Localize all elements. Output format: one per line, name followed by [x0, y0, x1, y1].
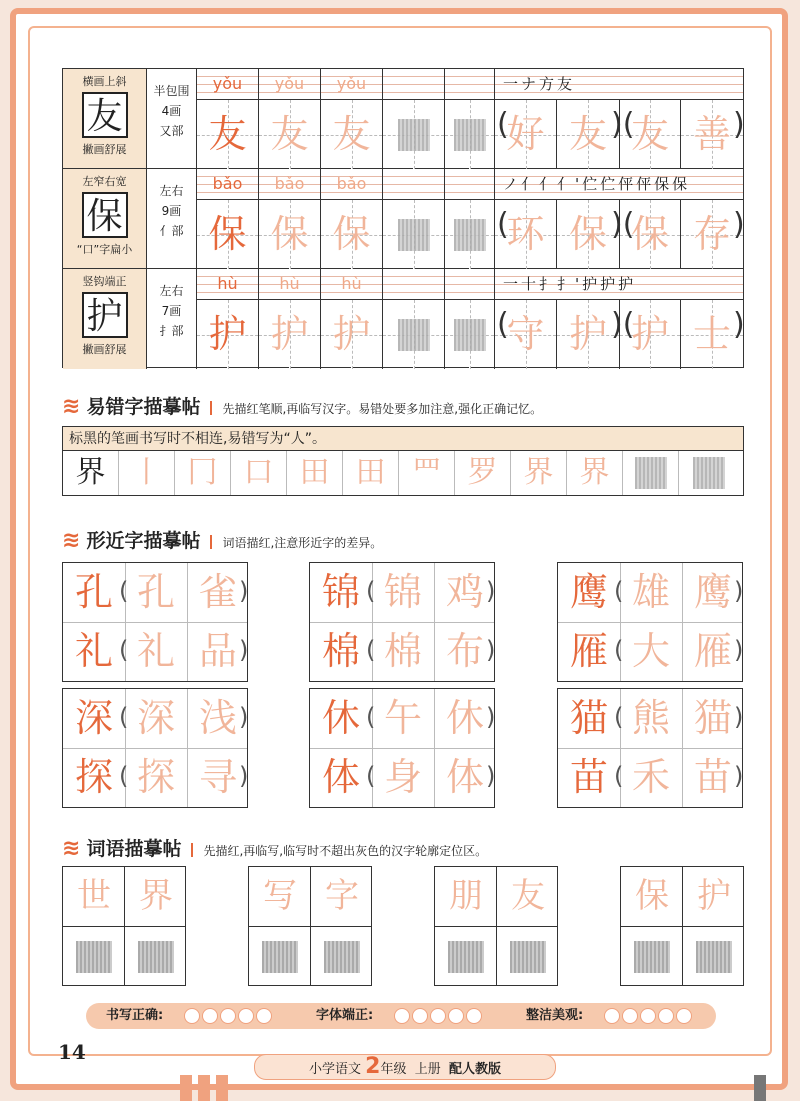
decor-bar [198, 1075, 210, 1101]
trace-char: 体 [445, 755, 484, 799]
similar-char: 雁 [569, 629, 608, 673]
practice-cell[interactable] [383, 299, 445, 369]
practice-cell[interactable] [623, 451, 679, 495]
trace-cell [197, 299, 259, 369]
radical: 亻部 [159, 224, 184, 238]
main-char: 护 [82, 292, 128, 338]
trace-char: 鸡 [445, 570, 484, 614]
trace-char: 锦 [383, 570, 422, 614]
word-char: 保 [630, 212, 669, 256]
tip-bottom: 撇画舒展 [82, 143, 127, 156]
section-similar-header [62, 526, 382, 553]
tip-bottom: 撇画舒展 [82, 343, 127, 356]
trace-cell [259, 99, 321, 169]
wave-icon: ≋ [62, 528, 81, 553]
similar-char: 棉 [321, 629, 360, 673]
trace-char: 保 [270, 212, 309, 256]
similar-char: 礼 [74, 629, 113, 673]
section-title: 词语描摹帖 [86, 838, 182, 860]
similar-char: 苗 [569, 755, 608, 799]
char-card [63, 269, 147, 369]
stroke-order: ノ亻亻亻'伫伫伻伻保保 [495, 169, 743, 199]
word-char: 护 [630, 312, 669, 356]
outline-guide [454, 219, 486, 251]
structure: 左右 [159, 284, 184, 298]
trace-char: 保 [332, 212, 371, 256]
trace-char: 探 [136, 755, 175, 799]
outline-guide[interactable] [448, 941, 484, 973]
star-row[interactable] [182, 1003, 272, 1029]
trace-char: 鹰 [693, 570, 732, 614]
trace-char: 深 [136, 696, 175, 740]
pinyin-trace: yǒu [321, 69, 383, 99]
stroke-count: 7画 [161, 304, 182, 318]
trace-char: 雁 [693, 629, 732, 673]
trace-char: 雀 [198, 570, 237, 614]
section-title: 形近字描摹帖 [86, 530, 201, 552]
tip-top: 左窄右宽 [82, 175, 127, 188]
outline-guide[interactable] [634, 941, 670, 973]
similar-char-block: ( ) ( ) 孔 孔 雀 礼 礼 品 [62, 562, 248, 682]
section-desc: 词语描红,注意形近字的差异。 [222, 536, 383, 550]
pinyin-blank[interactable] [383, 269, 445, 299]
pinyin-trace: hù [321, 269, 383, 299]
char-info [147, 69, 197, 168]
pinyin-cell: bǎo [197, 169, 259, 199]
similar-char-block: ( ) ( ) 休 午 休 体 身 体 [309, 688, 495, 808]
word-char: 士 [692, 312, 731, 356]
trace-cell [197, 99, 259, 169]
outline-guide[interactable] [262, 941, 298, 973]
trace-char: 布 [445, 629, 484, 673]
word-cell [557, 199, 619, 269]
similar-char: 休 [321, 696, 360, 740]
practice-cell[interactable] [445, 299, 495, 369]
main-char: 友 [82, 92, 128, 138]
trace-char: 熊 [631, 696, 670, 740]
pinyin-blank[interactable] [445, 169, 495, 199]
practice-cell[interactable] [445, 99, 495, 169]
stroke-order: 一十扌扌'护护护 [495, 269, 743, 299]
footer-subject: 小学语文 [308, 1062, 361, 1077]
similar-char: 鹰 [569, 570, 608, 614]
trace-char: 午 [383, 696, 422, 740]
radical: 扌部 [159, 324, 184, 338]
trace-char: 朋 [449, 876, 483, 916]
trace-char: 雄 [631, 570, 670, 614]
trace-cell [321, 99, 383, 169]
stroke-step: 田 [287, 451, 343, 495]
outline-guide [398, 319, 430, 351]
trace-cell [197, 199, 259, 269]
practice-cell[interactable] [383, 99, 445, 169]
word-trace-block [248, 866, 372, 986]
section-error-header [62, 392, 542, 419]
character-table [62, 68, 744, 368]
similar-char-block: ( ) ( ) 锦 锦 鸡 棉 棉 布 [309, 562, 495, 682]
section-desc: 先描红笔顺,再临写汉字。易错处要多加注意,强化正确记忆。 [222, 402, 543, 416]
char-info [147, 269, 197, 369]
trace-cell [321, 199, 383, 269]
stroke-count: 4画 [161, 104, 182, 118]
practice-cell[interactable] [383, 199, 445, 269]
outline-guide [398, 119, 430, 151]
similar-char: 深 [74, 696, 113, 740]
similar-char-block: ( ) ( ) 鹰 雄 鹰 雁 大 雁 [557, 562, 743, 682]
wave-icon: ≋ [62, 836, 81, 861]
char-info [147, 169, 197, 268]
word-trace-block [434, 866, 558, 986]
char-row-hu: 竖钩端正 护 撇画舒展 左右 7画 扌部 hù hù hù 一十扌扌'护护护 护 护 护 守 护 护 士 ( )( ) [63, 269, 743, 369]
trace-char: 禾 [631, 755, 670, 799]
trace-char: 世 [77, 876, 111, 916]
footer-volume: 上册 [414, 1062, 441, 1077]
star-row[interactable] [392, 1003, 482, 1029]
trace-char: 写 [263, 876, 297, 916]
word-cell [557, 299, 619, 369]
pinyin-trace: bǎo [259, 169, 321, 199]
trace-char: 品 [198, 629, 237, 673]
footer-grade-number: 2 [365, 1054, 381, 1079]
tip-top: 竖钩端正 [82, 275, 127, 288]
word-char: 善 [692, 112, 731, 156]
trace-char: 孔 [136, 570, 175, 614]
trace-char: 休 [445, 696, 484, 740]
stroke-step: 丨 [119, 451, 175, 495]
stroke-step: 罗 [455, 451, 511, 495]
char-row-bao: 左窄右宽 保 “口”字扁小 左右 9画 亻部 bǎo bǎo bǎo ノ亻亻亻'伫伫伻伻保保 保 保 保 环 保 保 存 ( )( ) [63, 169, 743, 269]
stroke-count: 9画 [161, 204, 182, 218]
char-row-you: 横画上斜 友 撇画舒展 半包围 4画 又部 yǒu yǒu yǒu 一ナ方友 友 友 友 好 友 友 善 ( )( ) [63, 69, 743, 169]
word-trace-block [620, 866, 744, 986]
trace-char: 苗 [693, 755, 732, 799]
rating-label: 整洁美观: [526, 1008, 584, 1023]
word-char: 好 [506, 112, 545, 156]
section-words-header [62, 834, 487, 861]
page-number: 14 [58, 1040, 86, 1064]
rating-label: 书写正确: [106, 1008, 164, 1023]
trace-cell [259, 299, 321, 369]
section-desc: 先描红,再临写,临写时不超出灰色的汉字轮廓定位区。 [203, 844, 488, 858]
similar-char: 锦 [321, 570, 360, 614]
similar-char: 孔 [74, 570, 113, 614]
trace-char: 大 [631, 629, 670, 673]
trace-cell [259, 199, 321, 269]
pinyin-trace: hù [259, 269, 321, 299]
outline-guide [693, 457, 725, 489]
trace-char: 护 [332, 312, 371, 356]
footer-edition: 配人教版 [449, 1062, 502, 1077]
tip-bottom: “口”字扁小 [76, 243, 133, 256]
main-char: 保 [82, 192, 128, 238]
pinyin-blank[interactable] [445, 269, 495, 299]
trace-char: 友 [270, 112, 309, 156]
trace-char: 字 [325, 876, 359, 916]
trace-char: 身 [383, 755, 422, 799]
pinyin-blank[interactable] [383, 169, 445, 199]
pinyin-blank[interactable] [383, 69, 445, 99]
model-char: 友 [208, 112, 247, 156]
decor-bar [754, 1075, 766, 1101]
pinyin-cell: yǒu [197, 69, 259, 99]
stroke-step: 罒 [399, 451, 455, 495]
practice-cell[interactable] [679, 451, 743, 495]
trace-char: 棉 [383, 629, 422, 673]
char-card [63, 69, 147, 168]
similar-char: 猫 [569, 696, 608, 740]
pinyin-trace: bǎo [321, 169, 383, 199]
outline-guide[interactable] [76, 941, 112, 973]
word-char: 保 [568, 212, 607, 256]
word-char: 存 [692, 212, 731, 256]
word-char: 友 [630, 112, 669, 156]
decor-bar [216, 1075, 228, 1101]
pinyin-blank[interactable] [445, 69, 495, 99]
trace-char: 护 [270, 312, 309, 356]
word-trace-block [62, 866, 186, 986]
trace-char: 寻 [198, 755, 237, 799]
similar-char: 探 [74, 755, 113, 799]
trace-char: 保 [635, 876, 669, 916]
stroke-step: 田 [343, 451, 399, 495]
model-char: 护 [208, 312, 247, 356]
word-char: 护 [568, 312, 607, 356]
outline-guide[interactable] [138, 941, 174, 973]
tip-top: 横画上斜 [82, 75, 127, 88]
outline-guide [398, 219, 430, 251]
error-note: 标黑的笔画书写时不相连,易错写为“人”。 [63, 427, 743, 451]
structure: 半包围 [153, 84, 190, 98]
outline-guide [635, 457, 667, 489]
word-cell [557, 99, 619, 169]
word-char: 守 [506, 312, 545, 356]
error-char: 界 [63, 451, 119, 495]
rating-label: 字体端正: [316, 1008, 374, 1023]
error-practice-box [62, 426, 744, 496]
stroke-order: 一ナ方友 [495, 69, 743, 99]
outline-guide[interactable] [510, 941, 546, 973]
trace-char: 浅 [198, 696, 237, 740]
stroke-step: 界 [511, 451, 567, 495]
trace-char: 护 [697, 876, 731, 916]
practice-cell[interactable] [445, 199, 495, 269]
stroke-step: 界 [567, 451, 623, 495]
similar-char-block: ( ) ( ) 深 深 浅 探 探 寻 [62, 688, 248, 808]
similar-char-block: ( ) ( ) 猫 熊 猫 苗 禾 苗 [557, 688, 743, 808]
pinyin-trace: yǒu [259, 69, 321, 99]
structure: 左右 [159, 184, 184, 198]
stroke-step: 口 [231, 451, 287, 495]
wave-icon: ≋ [62, 394, 81, 419]
pinyin-cell: hù [197, 269, 259, 299]
word-char: 友 [568, 112, 607, 156]
decor-bar [180, 1075, 192, 1101]
stroke-step: 冂 [175, 451, 231, 495]
footer-grade: 年级 [380, 1062, 407, 1077]
outline-guide[interactable] [696, 941, 732, 973]
word-char: 环 [506, 212, 545, 256]
char-card [63, 169, 147, 268]
trace-char: 界 [139, 876, 173, 916]
rating-bar [86, 1003, 716, 1029]
trace-cell [321, 299, 383, 369]
trace-char: 友 [511, 876, 545, 916]
outline-guide [454, 319, 486, 351]
trace-char: 礼 [136, 629, 175, 673]
radical: 又部 [159, 124, 184, 138]
outline-guide [454, 119, 486, 151]
trace-char: 友 [332, 112, 371, 156]
star-row[interactable] [602, 1003, 692, 1029]
similar-char: 体 [321, 755, 360, 799]
section-title: 易错字描摹帖 [86, 396, 201, 418]
trace-char: 猫 [693, 696, 732, 740]
outline-guide[interactable] [324, 941, 360, 973]
footer-badge [254, 1054, 556, 1080]
model-char: 保 [208, 212, 247, 256]
